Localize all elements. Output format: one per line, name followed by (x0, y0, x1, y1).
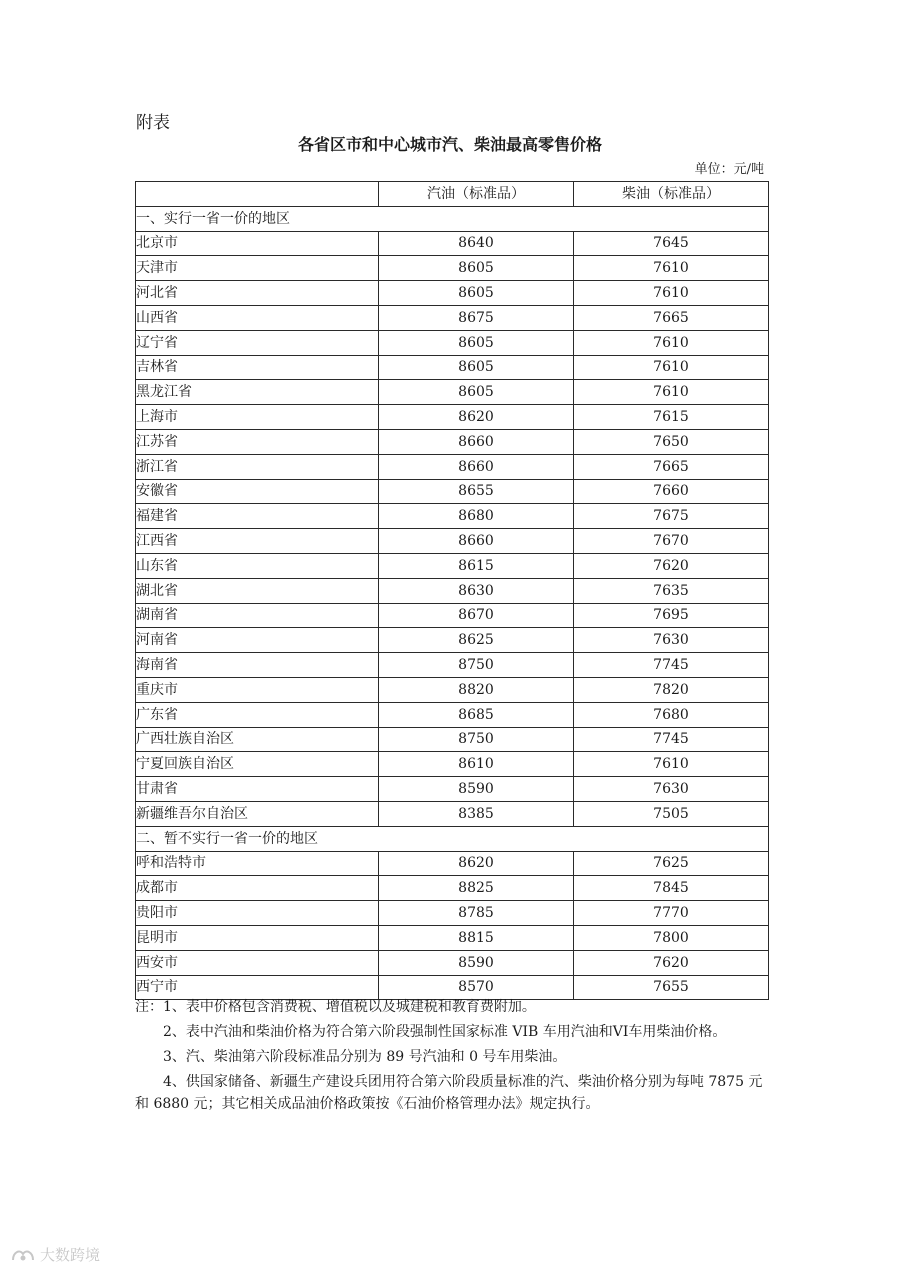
watermark (10, 1244, 100, 1265)
gasoline-price-cell: 8675 (379, 305, 574, 330)
diesel-price-cell: 7610 (574, 281, 769, 306)
gasoline-price-cell: 8605 (379, 281, 574, 306)
gasoline-price-cell: 8570 (379, 975, 574, 1000)
table-row (136, 603, 769, 628)
note-4: 4、供国家储备、新疆生产建设兵团用符合第六阶段质量标准的汽、柴油价格分别为每吨 7875 元和 6880 元；其它相关成品油价格政策按《石油价格管理办法》规定执行。 (135, 1074, 763, 1112)
diesel-price-cell: 7770 (574, 901, 769, 926)
gasoline-price-cell: 8605 (379, 330, 574, 355)
table-row (136, 529, 769, 554)
diesel-price-cell: 7800 (574, 925, 769, 950)
diesel-price-cell: 7615 (574, 405, 769, 430)
region-cell: 昆明市 (136, 925, 379, 950)
table-row (136, 454, 769, 479)
table-row (136, 801, 769, 826)
gasoline-price-cell: 8615 (379, 553, 574, 578)
region-cell: 安徽省 (136, 479, 379, 504)
region-cell: 河南省 (136, 628, 379, 653)
table-row (136, 479, 769, 504)
table-row (136, 950, 769, 975)
gasoline-price-cell: 8660 (379, 454, 574, 479)
header-gasoline-cell: 汽油（标准品） (379, 182, 574, 207)
region-cell: 新疆维吾尔自治区 (136, 801, 379, 826)
document-title: 各省区市和中心城市汽、柴油最高零售价格 (297, 135, 602, 154)
region-cell: 江西省 (136, 529, 379, 554)
section-title: 一、实行一省一价的地区 (136, 206, 769, 231)
table-row (136, 777, 769, 802)
brand-logo-icon (10, 1246, 36, 1264)
region-cell: 呼和浩特市 (136, 851, 379, 876)
gasoline-price-cell: 8815 (379, 925, 574, 950)
gasoline-price-cell: 8625 (379, 628, 574, 653)
gasoline-price-cell: 8605 (379, 355, 574, 380)
region-cell: 成都市 (136, 876, 379, 901)
region-cell: 湖北省 (136, 578, 379, 603)
region-cell: 海南省 (136, 653, 379, 678)
diesel-price-cell: 7820 (574, 677, 769, 702)
watermark-text: 大数跨境 (40, 1246, 101, 1264)
table-row (136, 355, 769, 380)
table-row (136, 628, 769, 653)
gasoline-price-cell: 8590 (379, 777, 574, 802)
gasoline-price-cell: 8385 (379, 801, 574, 826)
diesel-price-cell: 7620 (574, 950, 769, 975)
table-header-row (136, 182, 769, 207)
region-cell: 吉林省 (136, 355, 379, 380)
table-row (136, 901, 769, 926)
region-cell: 重庆市 (136, 677, 379, 702)
diesel-price-cell: 7665 (574, 454, 769, 479)
gasoline-price-cell: 8820 (379, 677, 574, 702)
table-row (136, 231, 769, 256)
region-cell: 广西壮族自治区 (136, 727, 379, 752)
table-row (136, 876, 769, 901)
gasoline-price-cell: 8630 (379, 578, 574, 603)
table-row (136, 727, 769, 752)
region-cell: 福建省 (136, 504, 379, 529)
diesel-price-cell: 7680 (574, 702, 769, 727)
table-row (136, 553, 769, 578)
diesel-price-cell: 7625 (574, 851, 769, 876)
table-row (136, 330, 769, 355)
gasoline-price-cell: 8605 (379, 380, 574, 405)
diesel-price-cell: 7610 (574, 355, 769, 380)
table-row (136, 851, 769, 876)
header-diesel-cell: 柴油（标准品） (574, 182, 769, 207)
gasoline-price-cell: 8750 (379, 727, 574, 752)
region-cell: 黑龙江省 (136, 380, 379, 405)
region-cell: 天津市 (136, 256, 379, 281)
diesel-price-cell: 7610 (574, 256, 769, 281)
header-region-cell (136, 182, 379, 207)
region-cell: 西安市 (136, 950, 379, 975)
table-row (136, 653, 769, 678)
region-cell: 西宁市 (136, 975, 379, 1000)
gasoline-price-cell: 8620 (379, 405, 574, 430)
table-row (136, 925, 769, 950)
gasoline-price-cell: 8605 (379, 256, 574, 281)
diesel-price-cell: 7610 (574, 330, 769, 355)
section-row (136, 206, 769, 231)
region-cell: 浙江省 (136, 454, 379, 479)
diesel-price-cell: 7665 (574, 305, 769, 330)
diesel-price-cell: 7675 (574, 504, 769, 529)
region-cell: 甘肃省 (136, 777, 379, 802)
table-row (136, 256, 769, 281)
gasoline-price-cell: 8785 (379, 901, 574, 926)
gasoline-price-cell: 8670 (379, 603, 574, 628)
region-cell: 上海市 (136, 405, 379, 430)
diesel-price-cell: 7635 (574, 578, 769, 603)
table-row (136, 429, 769, 454)
table-row (136, 578, 769, 603)
region-cell: 河北省 (136, 281, 379, 306)
region-cell: 江苏省 (136, 429, 379, 454)
diesel-price-cell: 7630 (574, 628, 769, 653)
diesel-price-cell: 7745 (574, 653, 769, 678)
region-cell: 宁夏回族自治区 (136, 752, 379, 777)
gasoline-price-cell: 8825 (379, 876, 574, 901)
diesel-price-cell: 7845 (574, 876, 769, 901)
diesel-price-cell: 7645 (574, 231, 769, 256)
diesel-price-cell: 7660 (574, 479, 769, 504)
gasoline-price-cell: 8590 (379, 950, 574, 975)
gasoline-price-cell: 8610 (379, 752, 574, 777)
notes (135, 996, 775, 1118)
table-row (136, 677, 769, 702)
diesel-price-cell: 7620 (574, 553, 769, 578)
section-row (136, 826, 769, 851)
gasoline-price-cell: 8620 (379, 851, 574, 876)
diesel-price-cell: 7630 (574, 777, 769, 802)
region-cell: 北京市 (136, 231, 379, 256)
section-title: 二、暂不实行一省一价的地区 (136, 826, 769, 851)
region-cell: 广东省 (136, 702, 379, 727)
table-row (136, 305, 769, 330)
diesel-price-cell: 7695 (574, 603, 769, 628)
diesel-price-cell: 7745 (574, 727, 769, 752)
note-1: 注：1、表中价格包含消费税、增值税以及城建税和教育费附加。 (135, 999, 536, 1015)
unit-label: 单位：元/吨 (694, 162, 764, 177)
table-row (136, 752, 769, 777)
gasoline-price-cell: 8750 (379, 653, 574, 678)
region-cell: 山东省 (136, 553, 379, 578)
note-2: 2、表中汽油和柴油价格为符合第六阶段强制性国家标准 VIB 车用汽油和VI车用柴油价格。 (163, 1024, 727, 1040)
diesel-price-cell: 7505 (574, 801, 769, 826)
table-row (136, 702, 769, 727)
note-3: 3、汽、柴油第六阶段标准品分别为 89 号汽油和 0 号车用柴油。 (163, 1049, 567, 1065)
diesel-price-cell: 7650 (574, 429, 769, 454)
region-cell: 贵阳市 (136, 901, 379, 926)
region-cell: 山西省 (136, 305, 379, 330)
diesel-price-cell: 7670 (574, 529, 769, 554)
gasoline-price-cell: 8655 (379, 479, 574, 504)
gasoline-price-cell: 8660 (379, 429, 574, 454)
gasoline-price-cell: 8640 (379, 231, 574, 256)
gasoline-price-cell: 8680 (379, 504, 574, 529)
table-row (136, 504, 769, 529)
region-cell: 辽宁省 (136, 330, 379, 355)
table-row (136, 405, 769, 430)
price-table (135, 181, 769, 1000)
table-row (136, 380, 769, 405)
gasoline-price-cell: 8685 (379, 702, 574, 727)
diesel-price-cell: 7610 (574, 380, 769, 405)
page-label: 附表 (136, 113, 170, 133)
table-row (136, 281, 769, 306)
diesel-price-cell: 7655 (574, 975, 769, 1000)
gasoline-price-cell: 8660 (379, 529, 574, 554)
region-cell: 湖南省 (136, 603, 379, 628)
diesel-price-cell: 7610 (574, 752, 769, 777)
